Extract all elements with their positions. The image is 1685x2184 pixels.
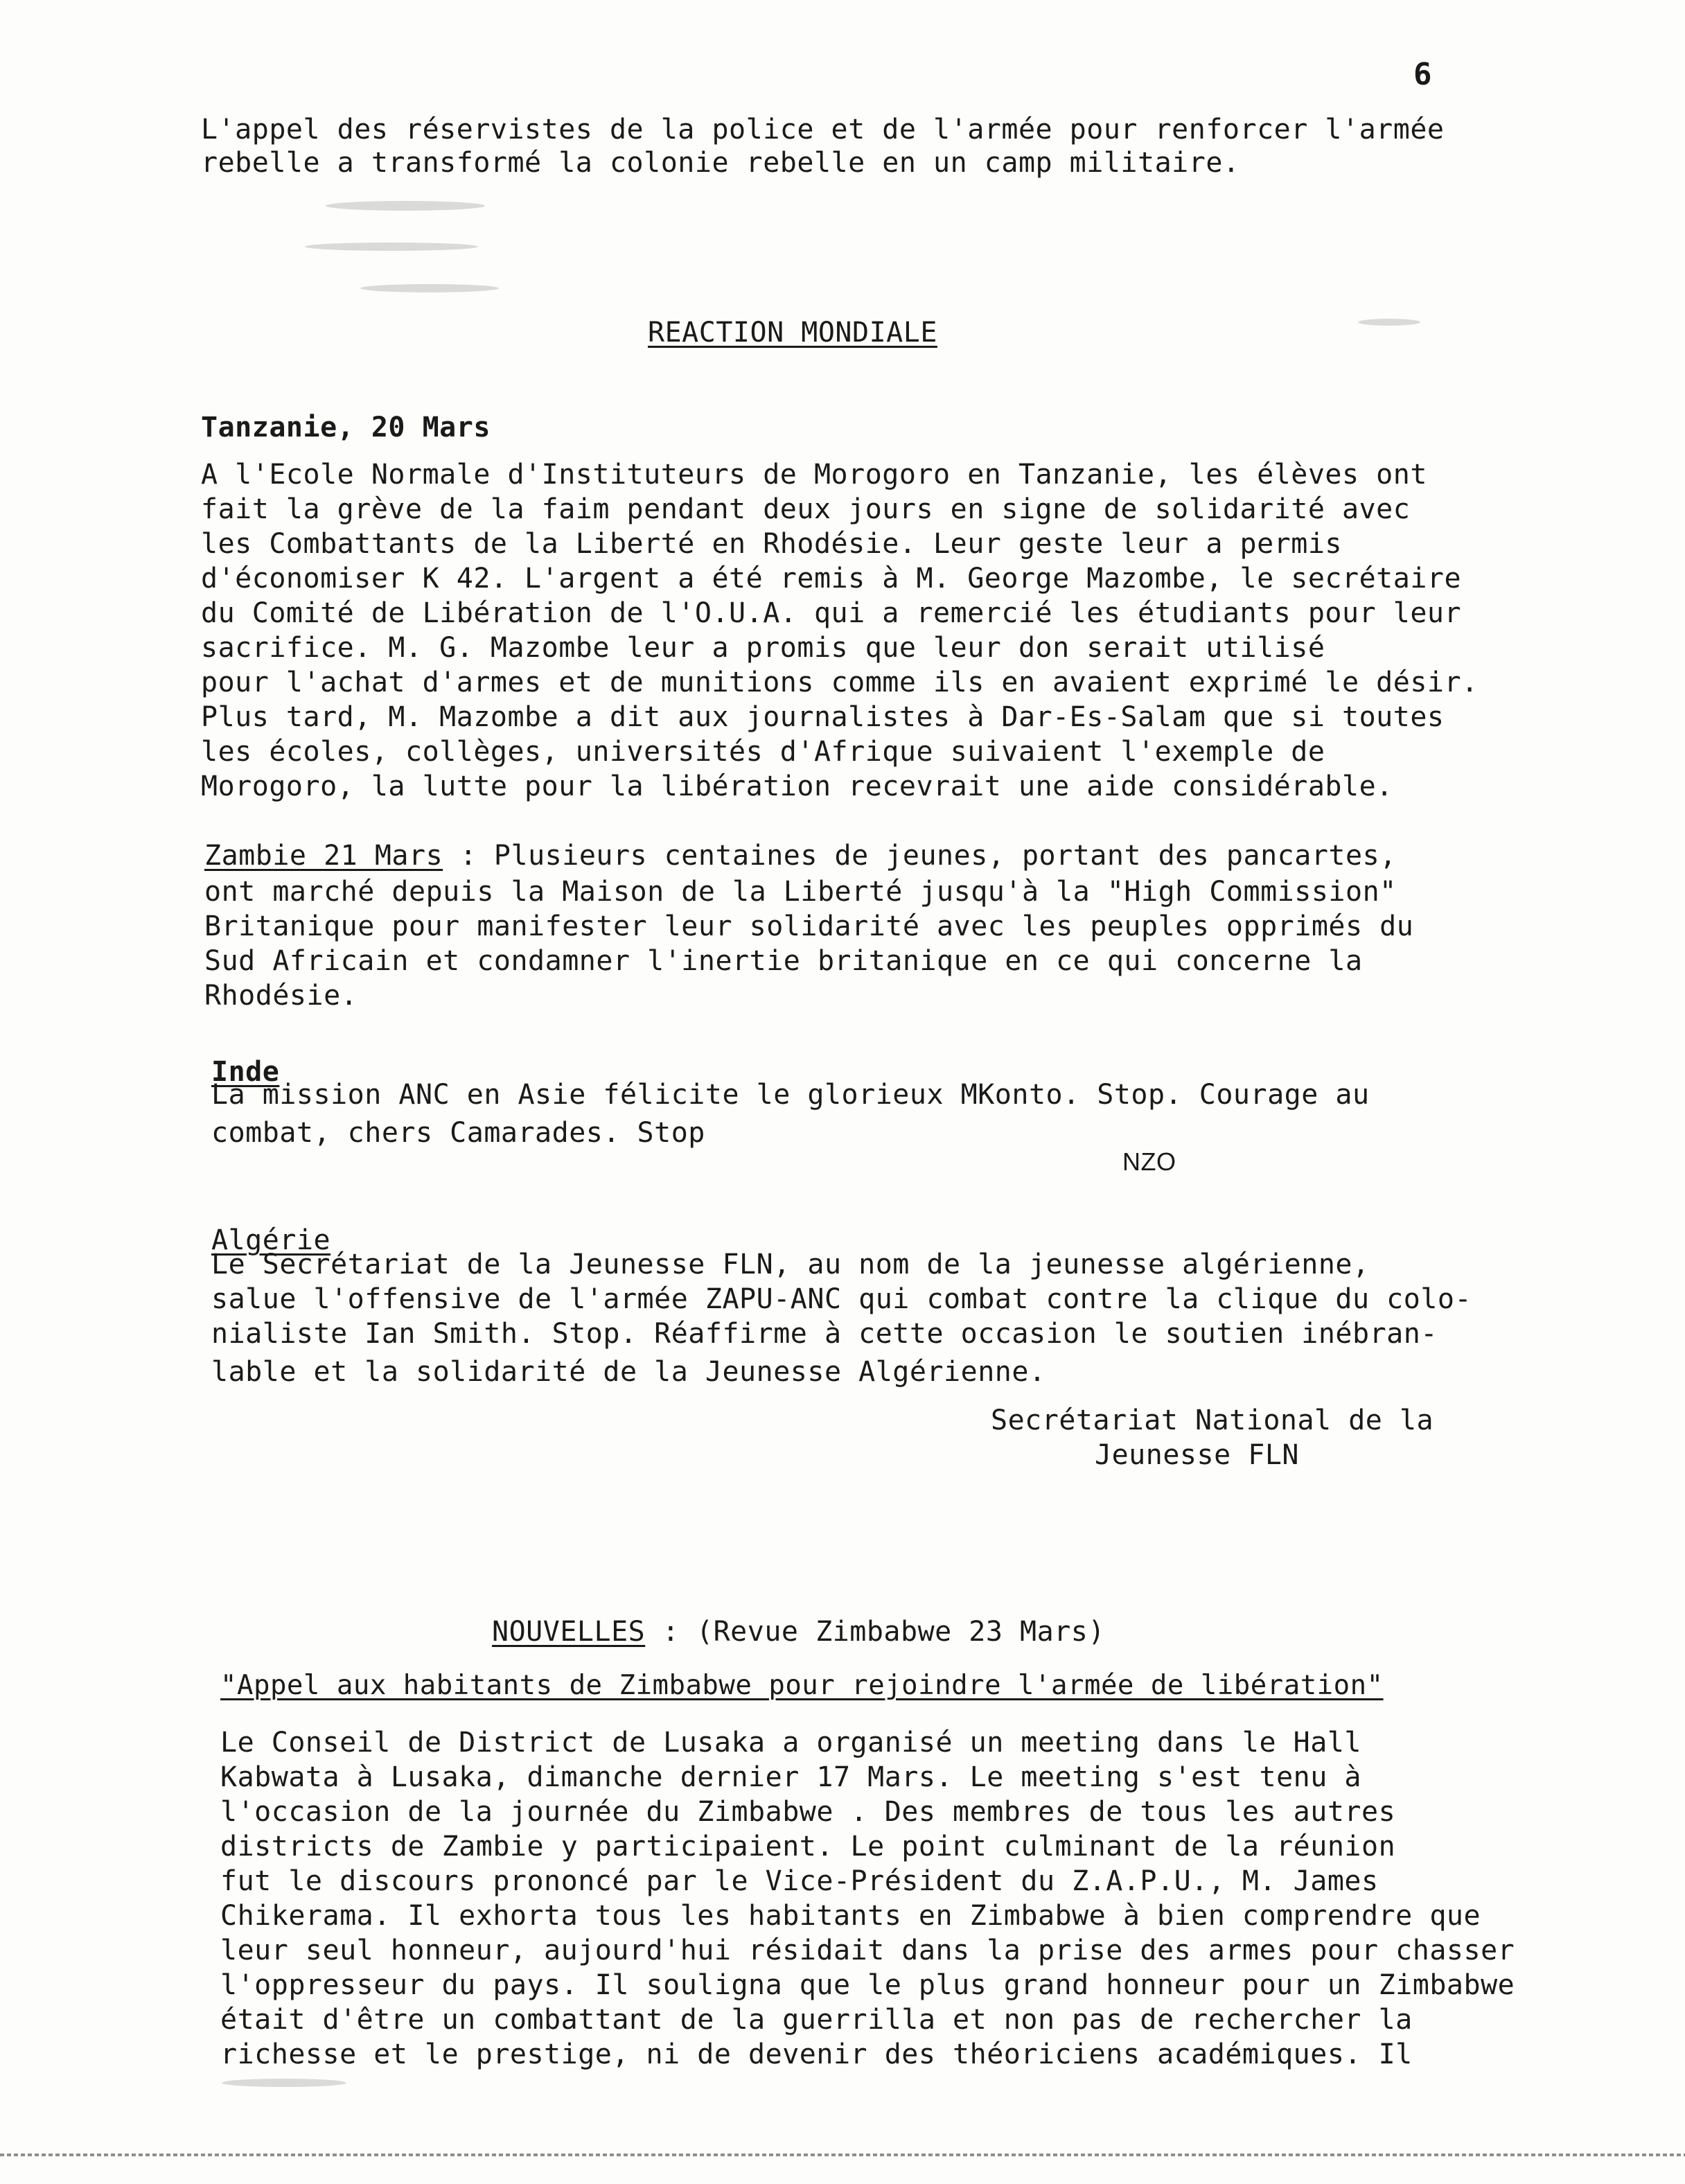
page-bottom-edge (0, 2154, 1685, 2156)
zambie-line: Sud Africain et condamner l'inertie britanique en ce qui concerne la (204, 945, 1363, 977)
nouvelles-line: leur seul honneur, aujourd'hui résidait dans la prise des armes pour chasser (220, 1935, 1515, 1966)
tanzanie-line: Morogoro, la lutte pour la libération recevrait une aide considérable. (201, 770, 1393, 802)
scan-smudge (360, 284, 499, 292)
nouvelles-heading-text: : (Revue Zimbabwe 23 Mars) (645, 1616, 1105, 1648)
nouvelles-subheading: "Appel aux habitants de Zimbabwe pour rejoindre l'armée de libération" (220, 1670, 1384, 1701)
nouvelles-line: Chikerama. Il exhorta tous les habitants en Zimbabwe à bien comprendre que (220, 1900, 1481, 1932)
algerie-line: lable et la solidarité de la Jeunesse Algérienne. (211, 1356, 1046, 1388)
tanzanie-line: du Comité de Libération de l'O.U.A. qui a remercié les étudiants pour leur (201, 597, 1462, 629)
inde-line: La mission ANC en Asie félicite le glorieux MKonto. Stop. Courage au (211, 1079, 1370, 1111)
tanzanie-line: A l'Ecole Normale d'Instituteurs de Morogoro en Tanzanie, les élèves ont (201, 459, 1427, 491)
tanzanie-line: les écoles, collèges, universités d'Afrique suivaient l'exemple de (201, 736, 1325, 768)
tanzanie-line: les Combattants de la Liberté en Rhodésie. Leur geste leur a permis (201, 528, 1342, 560)
zambie-first-line (204, 838, 1397, 873)
nouvelles-line: richesse et le prestige, ni de devenir des théoriciens académiques. Il (220, 2038, 1413, 2070)
inde-heading: Inde (211, 1056, 280, 1088)
scan-smudge (1358, 319, 1420, 326)
nouvelles-line: fut le discours prononcé par le Vice-Président du Z.A.P.U., M. James (220, 1865, 1379, 1897)
nouvelles-line: l'oppresseur du pays. Il souligna que le plus grand honneur pour un Zimbabwe (220, 1969, 1515, 2001)
nouvelles-line: Kabwata à Lusaka, dimanche dernier 17 Mars. Le meeting s'est tenu à (220, 1761, 1361, 1793)
zambie-line: ont marché depuis la Maison de la Liberté jusqu'à la "High Commission" (204, 876, 1397, 908)
nouvelles-line: Le Conseil de District de Lusaka a organisé un meeting dans le Hall (220, 1727, 1361, 1759)
intro-line-1: L'appel des réservistes de la police et de l'armée pour renforcer l'armée (201, 114, 1445, 146)
zambie-line: Rhodésie. (204, 980, 358, 1012)
zambie-line: Britanique pour manifester leur solidarité avec les peuples opprimés du (204, 910, 1414, 942)
tanzanie-line: sacrifice. M. G. Mazombe leur a promis que leur don serait utilisé (201, 632, 1325, 664)
zambie-heading: Zambie 21 Mars (204, 840, 443, 872)
algerie-line: salue l'offensive de l'armée ZAPU-ANC qui combat contre la clique du colo- (211, 1283, 1472, 1315)
tanzanie-heading: Tanzanie, 20 Mars (201, 412, 491, 443)
algerie-signature-1: Secrétariat National de la (991, 1404, 1434, 1436)
nouvelles-heading-line (492, 1614, 1105, 1649)
nouvelles-line: était d'être un combattant de la guerrilla et non pas de rechercher la (220, 2004, 1413, 2036)
tanzanie-line: fait la grève de la faim pendant deux jours en signe de solidarité avec (201, 493, 1411, 525)
inde-line: combat, chers Camarades. Stop (211, 1117, 705, 1149)
algerie-line: nialiste Ian Smith. Stop. Réaffirme à cette occasion le soutien inébran- (211, 1318, 1438, 1350)
scan-smudge (305, 243, 478, 251)
section-heading-reaction: REACTION MONDIALE (648, 317, 937, 349)
algerie-signature-2: Jeunesse FLN (1095, 1439, 1299, 1471)
nouvelles-line: districts de Zambie y participaient. Le point culminant de la réunion (220, 1831, 1396, 1862)
scan-smudge (326, 201, 485, 211)
tanzanie-line: Plus tard, M. Mazombe a dit aux journalistes à Dar-Es-Salam que si toutes (201, 701, 1445, 733)
nouvelles-line: l'occasion de la journée du Zimbabwe . Des membres de tous les autres (220, 1796, 1396, 1828)
zambie-first-line-text: : Plusieurs centaines de jeunes, portant des pancartes, (443, 840, 1397, 872)
inde-signature: NZO (1122, 1147, 1176, 1176)
tanzanie-line: pour l'achat d'armes et de munitions comme ils en avaient exprimé le désir. (201, 667, 1479, 698)
nouvelles-heading: NOUVELLES (492, 1616, 646, 1648)
intro-line-2: rebelle a transformé la colonie rebelle en un camp militaire. (201, 147, 1240, 179)
scan-smudge (222, 2079, 346, 2087)
algerie-line: Le Secrétariat de la Jeunesse FLN, au nom de la jeunesse algérienne, (211, 1249, 1370, 1280)
tanzanie-line: d'économiser K 42. L'argent a été remis à M. George Mazombe, le secrétaire (201, 563, 1462, 595)
page-number: 6 (1413, 57, 1432, 92)
algerie-heading: Algérie (211, 1224, 331, 1256)
